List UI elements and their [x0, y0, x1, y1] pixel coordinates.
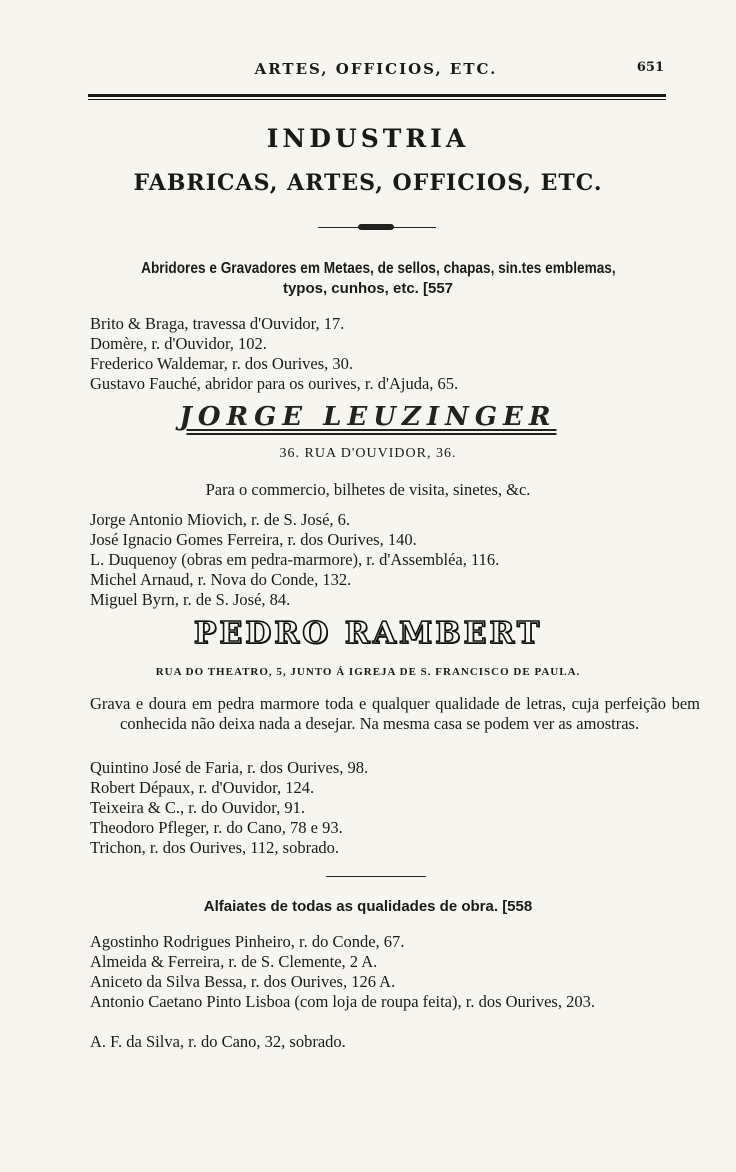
page-number: 651 — [636, 60, 664, 75]
list-item: Quintino José de Faria, r. dos Ourives, 98. — [90, 758, 369, 777]
page-subtitle: FABRICAS, ARTES, OFFICIOS, ETC. — [133, 170, 603, 196]
ornament-divider — [318, 227, 436, 232]
list-item: Michel Arnaud, r. Nova do Conde, 132. — [90, 570, 352, 589]
advertiser-tagline: Para o commercio, bilhetes de visita, sinetes, &c. — [205, 480, 531, 499]
list-item: Agostinho Rodrigues Pinheiro, r. do Conde, 67. — [90, 932, 405, 951]
list-item: Miguel Byrn, r. de S. José, 84. — [90, 590, 291, 609]
list-item: A. F. da Silva, r. do Cano, 32, sobrado. — [90, 1032, 346, 1051]
list-item: Domère, r. d'Ouvidor, 102. — [90, 334, 267, 353]
header-rule-thin — [88, 99, 666, 100]
list-item: Frederico Waldemar, r. dos Ourives, 30. — [90, 354, 354, 373]
running-title: ARTES, OFFICIOS, ETC. — [254, 60, 498, 78]
section-heading-line-1: Abridores e Gravadores em Metaes, de sellos, chapas, sin.tes emblemas, — [141, 260, 616, 277]
running-header — [88, 60, 664, 84]
section-heading: Alfaiates de todas as qualidades de obra. [558 — [203, 898, 533, 915]
list-item: Teixeira & C., r. do Ouvidor, 91. — [90, 798, 305, 817]
advertiser-name-leuzinger: JORGE LEUZINGER — [179, 402, 557, 432]
list-item: Aniceto da Silva Bessa, r. dos Ourives, 126 A. — [90, 972, 396, 991]
list-item: José Ignacio Gomes Ferreira, r. dos Ourives, 140. — [90, 530, 417, 549]
advertiser-description: Grava e doura em pedra marmore toda e qualquer qualidade de letras, cuja perfeição bem conhecida não deixa nada a desejar. Na mesma casa se podem ver as amostras. — [90, 694, 700, 733]
list-item: Trichon, r. dos Ourives, 112, sobrado. — [90, 838, 340, 857]
list-item: Almeida & Ferreira, r. de S. Clemente, 2 A. — [90, 952, 378, 971]
advertiser-address: RUA DO THEATRO, 5, JUNTO Á IGREJA DE S. FRANCISCO DE PAULA. — [155, 666, 581, 678]
advertiser-address: 36. RUA D'OUVIDOR, 36. — [279, 446, 457, 461]
section-divider — [326, 876, 426, 877]
list-item: Jorge Antonio Miovich, r. de S. José, 6. — [90, 510, 351, 529]
section-heading-line-2: typos, cunhos, etc. [557 — [282, 280, 454, 297]
list-item: Antonio Caetano Pinto Lisboa (com loja de roupa feita), r. dos Ourives, 203. — [90, 992, 595, 1011]
list-item: Gustavo Fauché, abridor para os ourives, r. d'Ajuda, 65. — [90, 374, 459, 393]
header-rule-thick — [88, 94, 666, 97]
list-item: L. Duquenoy (obras em pedra-marmore), r. d'Assembléa, 116. — [90, 550, 500, 569]
list-item: Brito & Braga, travessa d'Ouvidor, 17. — [90, 314, 345, 333]
list-item: Robert Dépaux, r. d'Ouvidor, 124. — [90, 778, 315, 797]
advertiser-name-rambert: PEDRO RAMBERT — [193, 616, 543, 651]
list-item: Theodoro Pfleger, r. do Cano, 78 e 93. — [90, 818, 343, 837]
page-title: INDUSTRIA — [266, 124, 470, 153]
